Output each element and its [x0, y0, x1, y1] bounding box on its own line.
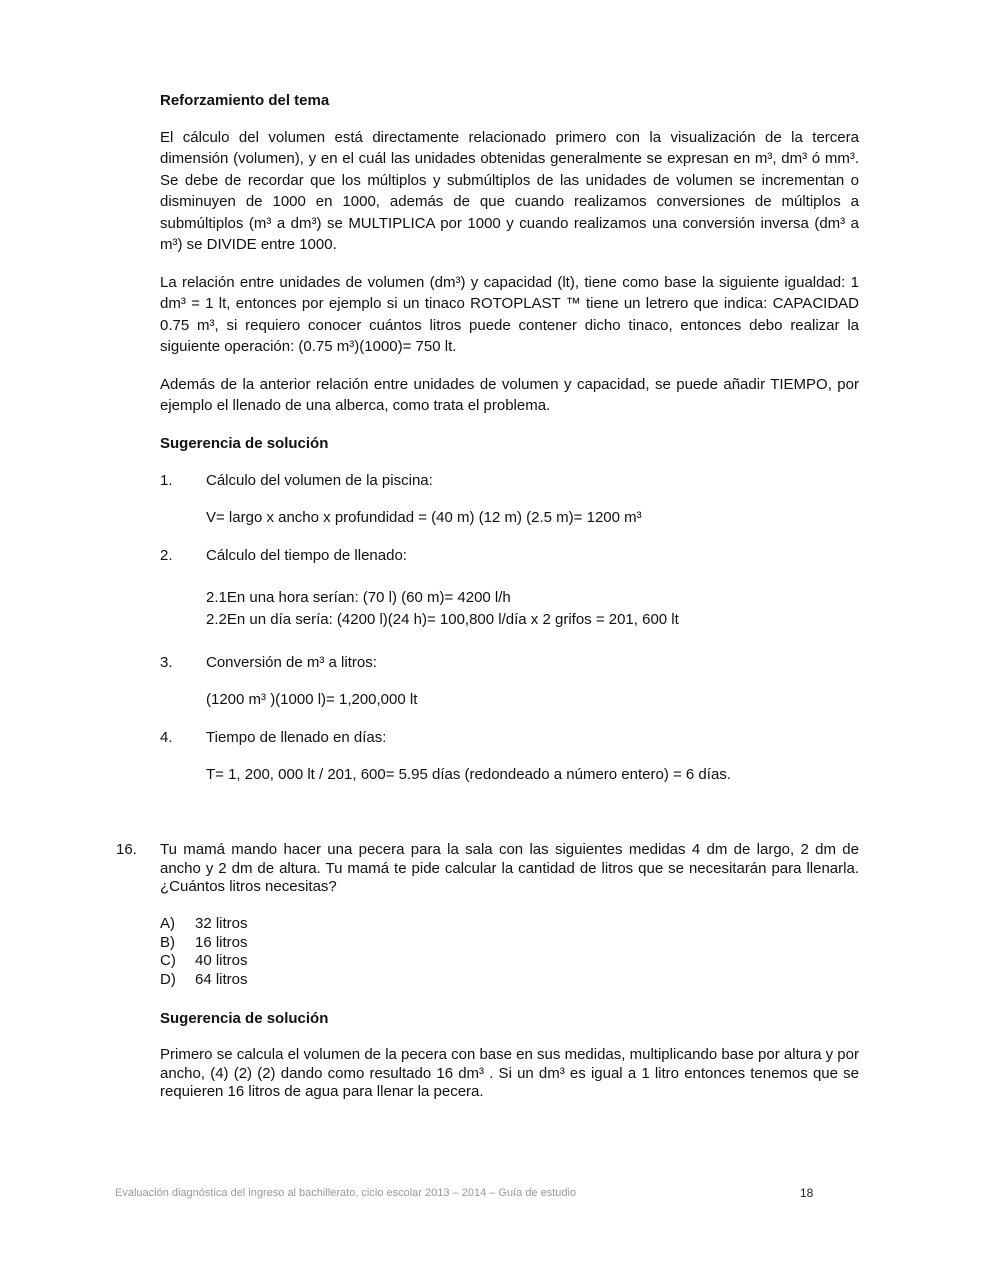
option-letter: A): [160, 915, 175, 932]
option-letter: D): [160, 971, 176, 988]
option-b: [160, 934, 248, 953]
step-line: 2.1En una hora serían: (70 l) (60 m)= 4200 l/h: [206, 589, 511, 606]
step-line: V= largo x ancho x profundidad = (40 m) (12 m) (2.5 m)= 1200 m³: [206, 509, 642, 526]
page-number: 18: [800, 1186, 814, 1200]
option-c: [160, 952, 248, 971]
step-line: (1200 m³ )(1000 l)= 1,200,000 lt: [206, 691, 418, 708]
solution-heading: Sugerencia de solución: [160, 435, 329, 452]
paragraph-time: Además de la anterior relación entre unidades de volumen y capacidad, se puede añadir TIEMPO, por ejemplo el llenado de una alberca, como trata el problema.: [160, 376, 859, 415]
step-line: 2.2En un día sería: (4200 l)(24 h)= 100,800 l/día x 2 grifos = 201, 600 lt: [206, 611, 679, 628]
step-title: Cálculo del tiempo de llenado:: [206, 547, 407, 564]
step-title: Cálculo del volumen de la piscina:: [206, 472, 433, 489]
step-line: T= 1, 200, 000 lt / 201, 600= 5.95 días (redondeado a número entero) = 6 días.: [206, 766, 731, 783]
solution-heading-16: Sugerencia de solución: [160, 1010, 329, 1027]
question-text: Tu mamá mando hacer una pecera para la sala con las siguientes medidas 4 dm de largo, 2 dm de ancho y 2 dm de altura. Tu mamá te pide calcular la cantidad de litros que se necesitarán para llenarla. ¿Cuántos litros necesitas?: [160, 841, 859, 895]
step-number: 4.: [160, 729, 173, 746]
step-number: 3.: [160, 654, 173, 671]
paragraph-volume: El cálculo del volumen está directamente relacionado primero con la visualización de la tercera dimensión (volumen), y en el cuál las unidades obtenidas generalmente se expresan en m³, dm³ ó mm³. Se debe de recordar que los múltiplos y submúltiplos de las unidades de volumen se incrementan o disminuyen de 1000 en 1000, además de que cuando realizamos conversiones de múltiplos a submúltiplos (m³ a dm³) se MULTIPLICA por 1000 y cuando realizamos una conversión inversa (dm³ a m³) se DIVIDE entre 1000.: [160, 129, 859, 254]
option-text: 16 litros: [195, 934, 248, 951]
step-title: Tiempo de llenado en días:: [206, 729, 387, 746]
option-d: [160, 971, 248, 990]
option-letter: C): [160, 952, 176, 969]
footer-text: Evaluación diagnóstica del ingreso al bachillerato, ciclo escolar 2013 – 2014 – Guía de estudio: [115, 1187, 577, 1199]
option-text: 32 litros: [195, 915, 248, 932]
option-text: 64 litros: [195, 971, 248, 988]
section-heading: Reforzamiento del tema: [160, 92, 330, 109]
option-letter: B): [160, 934, 175, 951]
step-number: 2.: [160, 547, 173, 564]
solution-text-16: Primero se calcula el volumen de la pecera con base en sus medidas, multiplicando base por altura y por ancho, (4) (2) (2) dando como resultado 16 dm³ . Si un dm³ es igual a 1 litro entonces tenemos que se requieren 16 litros de agua para llenar la pecera.: [160, 1046, 859, 1100]
option-text: 40 litros: [195, 952, 248, 969]
step-title: Conversión de m³ a litros:: [206, 654, 377, 671]
question-number: 16.: [116, 841, 137, 858]
step-number: 1.: [160, 472, 173, 489]
option-a: [160, 915, 248, 934]
paragraph-capacity: La relación entre unidades de volumen (dm³) y capacidad (lt), tiene como base la siguiente igualdad: 1 dm³ = 1 lt, entonces por ejemplo si un tinaco ROTOPLAST ™ tiene un letrero que indica: CAPACIDAD 0.75 m³, si requiero conocer cuántos litros puede contener dicho tinaco, entonces debo realizar la siguiente operación: (0.75 m³)(1000)= 750 lt.: [160, 274, 859, 356]
